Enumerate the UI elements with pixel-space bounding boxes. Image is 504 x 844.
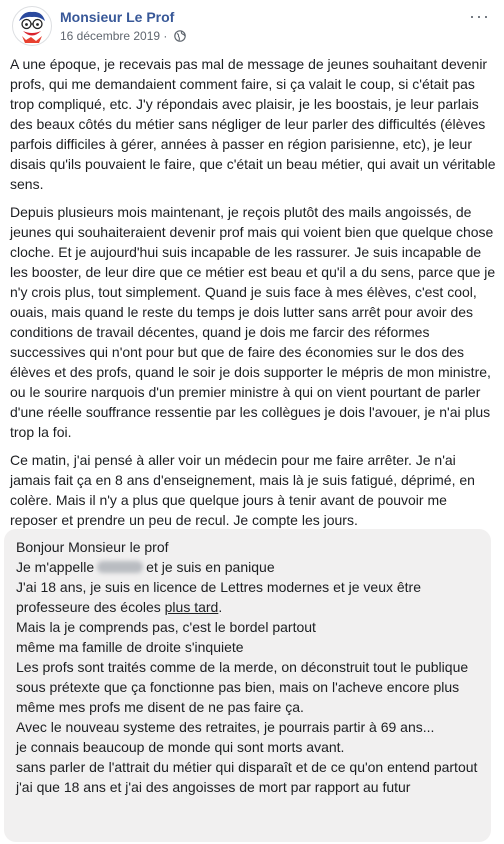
redacted-name [97, 561, 143, 573]
globe-icon [174, 30, 186, 42]
message-line: Bonjour Monsieur le prof [16, 539, 169, 555]
message-line-part: Je m'appelle [16, 559, 95, 575]
message-screenshot [4, 529, 491, 842]
message-line: je connais beaucoup de monde qui sont morts avant. [16, 739, 345, 755]
message-line-part: professeure des écoles [16, 599, 165, 615]
message-line: même mes profs me disent de ne pas faire ça. [16, 699, 304, 715]
message-line: Les profs sont traités comme de la merde, on déconstruit tout le publique sous prétexte que ça fonctionne pas bien, mais on l'acheve encore plus [16, 659, 469, 695]
post-header [0, 0, 504, 52]
message-line: j'ai que 18 ans et j'ai des angoisses de mort par rapport au futur [16, 779, 411, 795]
post-body [10, 54, 496, 538]
message-line: Mais la je comprends pas, c'est le bordel partout [16, 619, 316, 635]
message-line-part: . [218, 599, 223, 615]
message-line: sans parler de l'attrait du métier qui disparaît et de ce qu'on entend partout [16, 759, 478, 775]
post-paragraph: Ce matin, j'ai pensé à aller voir un médecin pour me faire arrêter. Je n'ai jamais fait ça en 8 ans d'enseignement, mais là je suis fatigué, déprimé, en colère. Mais il n'y a plus que quelque jours à tenir avant de pouvoir me reposer et prendre un peu de recul. Je compte les jours. [10, 452, 475, 528]
message-line-part: et je suis en panique [146, 559, 275, 575]
underlined-text: plus tard [164, 599, 219, 615]
message-line: J'ai 18 ans, je suis en licence de Lettres modernes et je veux être [16, 579, 422, 595]
avatar[interactable] [12, 6, 52, 46]
message-line [16, 557, 486, 577]
message-line [16, 597, 486, 617]
post-paragraph: Depuis plusieurs mois maintenant, je reçois plutôt des mails angoissés, de jeunes qui souhaiteraient devenir prof mais qui voient bien que quelque chose cloche. Et je aujourd'hui suis incapable de les rassurer. Je suis incapable de les booster, de leur dire que ce métier est beau et qu'il a du sens, parce que je n'y crois plus, tout simplement. Quand je suis face à mes élèves, c'est cool, ouais, mais quand le reste du temps je dois lutter sans arrêt pour avoir des conditions de travail décentes, quand je dois me farcir des réformes successives qui n'ont pour but que de faire des économies sur le dos des élèves et des profs, quand le soir je dois supporter le mépris de mon ministre, ou le sourire narquois d'un premier ministre à qui on vient pourtant de parler d'une réelle souffrance ressentie par les collègues je dois l'avouer, je n'ai plus trop la foi. [10, 204, 496, 440]
message-text [16, 537, 486, 797]
message-line: même ma famille de droite s'inquiete [16, 639, 244, 655]
message-line: Avec le nouveau systeme des retraites, je pourrais partir à 69 ans... [16, 719, 435, 735]
avatar-drawing-icon [13, 7, 51, 45]
post-date-text: 16 décembre 2019 · [60, 29, 168, 43]
post-paragraph: A une époque, je recevais pas mal de message de jeunes souhaitant devenir profs, qui me demandaient comment faire, si ça valait le coup, si c'était pas trop compliqué, etc. J'y répondais avec plaisir, je les boostais, je leur parlais des beaux côtés du métier sans négliger de leur parler des difficultés (élèves parfois difficiles à gérer, années à passer en région parisienne, etc), je leur disais qu'ils pouvaient le faire, que c'était un beau métier, qui avait un véritable sens. [10, 56, 496, 192]
more-options-icon[interactable]: ··· [469, 6, 490, 26]
author-name[interactable]: Monsieur Le Prof [60, 9, 175, 25]
post-date[interactable] [60, 29, 186, 43]
